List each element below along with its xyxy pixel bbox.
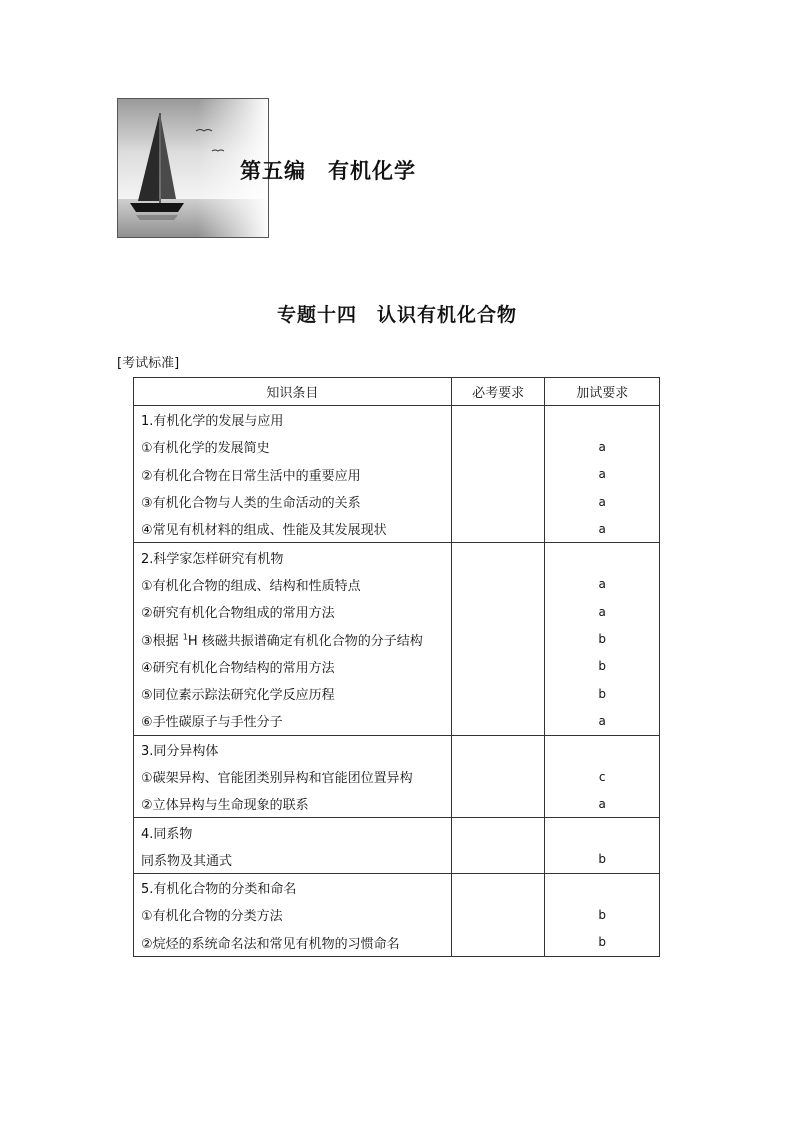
group-title: 1.有机化学的发展与应用	[134, 406, 452, 434]
knowledge-item	[134, 625, 452, 652]
required-level	[451, 625, 545, 652]
table-row	[134, 433, 660, 460]
header-additional: 加试要求	[545, 378, 660, 406]
chapter-title: 专题十四 认识有机化合物	[276, 304, 517, 326]
required-level	[451, 929, 545, 957]
table-row	[134, 680, 660, 707]
group-title-row	[134, 406, 660, 434]
table-row	[134, 901, 660, 928]
required-level	[451, 707, 545, 735]
knowledge-item: ④研究有机化合物结构的常用方法	[134, 653, 452, 680]
group-title: 3.同分异构体	[134, 735, 452, 763]
table-row	[134, 653, 660, 680]
group-required-cell	[451, 874, 545, 902]
group-additional-cell	[545, 406, 660, 434]
required-level	[451, 461, 545, 488]
required-level	[451, 598, 545, 625]
required-level	[451, 433, 545, 460]
part-title: 第五编 有机化学	[240, 159, 416, 183]
required-level	[451, 846, 545, 874]
additional-level: a	[545, 515, 660, 543]
knowledge-item: ②研究有机化合物组成的常用方法	[134, 598, 452, 625]
knowledge-item: ②立体异构与生命现象的联系	[134, 790, 452, 818]
additional-level: b	[545, 653, 660, 680]
required-level	[451, 763, 545, 790]
knowledge-item: ①碳架异构、官能团类别异构和官能团位置异构	[134, 763, 452, 790]
knowledge-item: ⑥手性碳原子与手性分子	[134, 707, 452, 735]
additional-level: b	[545, 625, 660, 652]
additional-level: b	[545, 929, 660, 957]
knowledge-item: ①有机化学的发展简史	[134, 433, 452, 460]
table-row	[134, 598, 660, 625]
table-row	[134, 763, 660, 790]
knowledge-item: ④常见有机材料的组成、性能及其发展现状	[134, 515, 452, 543]
additional-level: b	[545, 846, 660, 874]
additional-level: a	[545, 461, 660, 488]
header-required: 必考要求	[451, 378, 545, 406]
additional-level: a	[545, 488, 660, 515]
additional-level: c	[545, 763, 660, 790]
additional-level: a	[545, 433, 660, 460]
group-title-row	[134, 874, 660, 902]
additional-level: a	[545, 598, 660, 625]
required-level	[451, 488, 545, 515]
additional-level: a	[545, 790, 660, 818]
required-level	[451, 901, 545, 928]
table-row	[134, 846, 660, 874]
table-row	[134, 790, 660, 818]
additional-level: a	[545, 571, 660, 598]
table-row	[134, 929, 660, 957]
table-row	[134, 515, 660, 543]
additional-level: a	[545, 707, 660, 735]
knowledge-item: ②烷烃的系统命名法和常见有机物的习惯命名	[134, 929, 452, 957]
required-level	[451, 680, 545, 707]
knowledge-item: ①有机化合物的组成、结构和性质特点	[134, 571, 452, 598]
group-additional-cell	[545, 818, 660, 846]
additional-level: b	[545, 901, 660, 928]
group-title-row	[134, 543, 660, 571]
required-level	[451, 515, 545, 543]
group-title: 2.科学家怎样研究有机物	[134, 543, 452, 571]
group-additional-cell	[545, 874, 660, 902]
group-required-cell	[451, 406, 545, 434]
table-row	[134, 461, 660, 488]
table-row	[134, 571, 660, 598]
knowledge-item: 同系物及其通式	[134, 846, 452, 874]
group-title: 4.同系物	[134, 818, 452, 846]
required-level	[451, 790, 545, 818]
group-required-cell	[451, 735, 545, 763]
section-label: [考试标准]	[117, 356, 180, 371]
exam-standard-table	[133, 377, 660, 957]
table-row	[134, 625, 660, 652]
required-level	[451, 571, 545, 598]
table-row	[134, 707, 660, 735]
group-title: 5.有机化合物的分类和命名	[134, 874, 452, 902]
group-additional-cell	[545, 543, 660, 571]
table-header-row	[134, 378, 660, 406]
group-required-cell	[451, 818, 545, 846]
item-text: H 核磁共振谱确定有机化合物的分子结构	[187, 633, 423, 649]
group-title-row	[134, 818, 660, 846]
group-required-cell	[451, 543, 545, 571]
group-additional-cell	[545, 735, 660, 763]
knowledge-item: ②有机化合物在日常生活中的重要应用	[134, 461, 452, 488]
group-title-row	[134, 735, 660, 763]
additional-level: b	[545, 680, 660, 707]
isotope-mass-superscript: 1	[182, 632, 188, 642]
item-text-prefix: ③根据	[141, 633, 183, 649]
table-row	[134, 488, 660, 515]
knowledge-item: ③有机化合物与人类的生命活动的关系	[134, 488, 452, 515]
header-knowledge-item: 知识条目	[134, 378, 452, 406]
required-level	[451, 653, 545, 680]
knowledge-item: ⑤同位素示踪法研究化学反应历程	[134, 680, 452, 707]
knowledge-item: ①有机化合物的分类方法	[134, 901, 452, 928]
